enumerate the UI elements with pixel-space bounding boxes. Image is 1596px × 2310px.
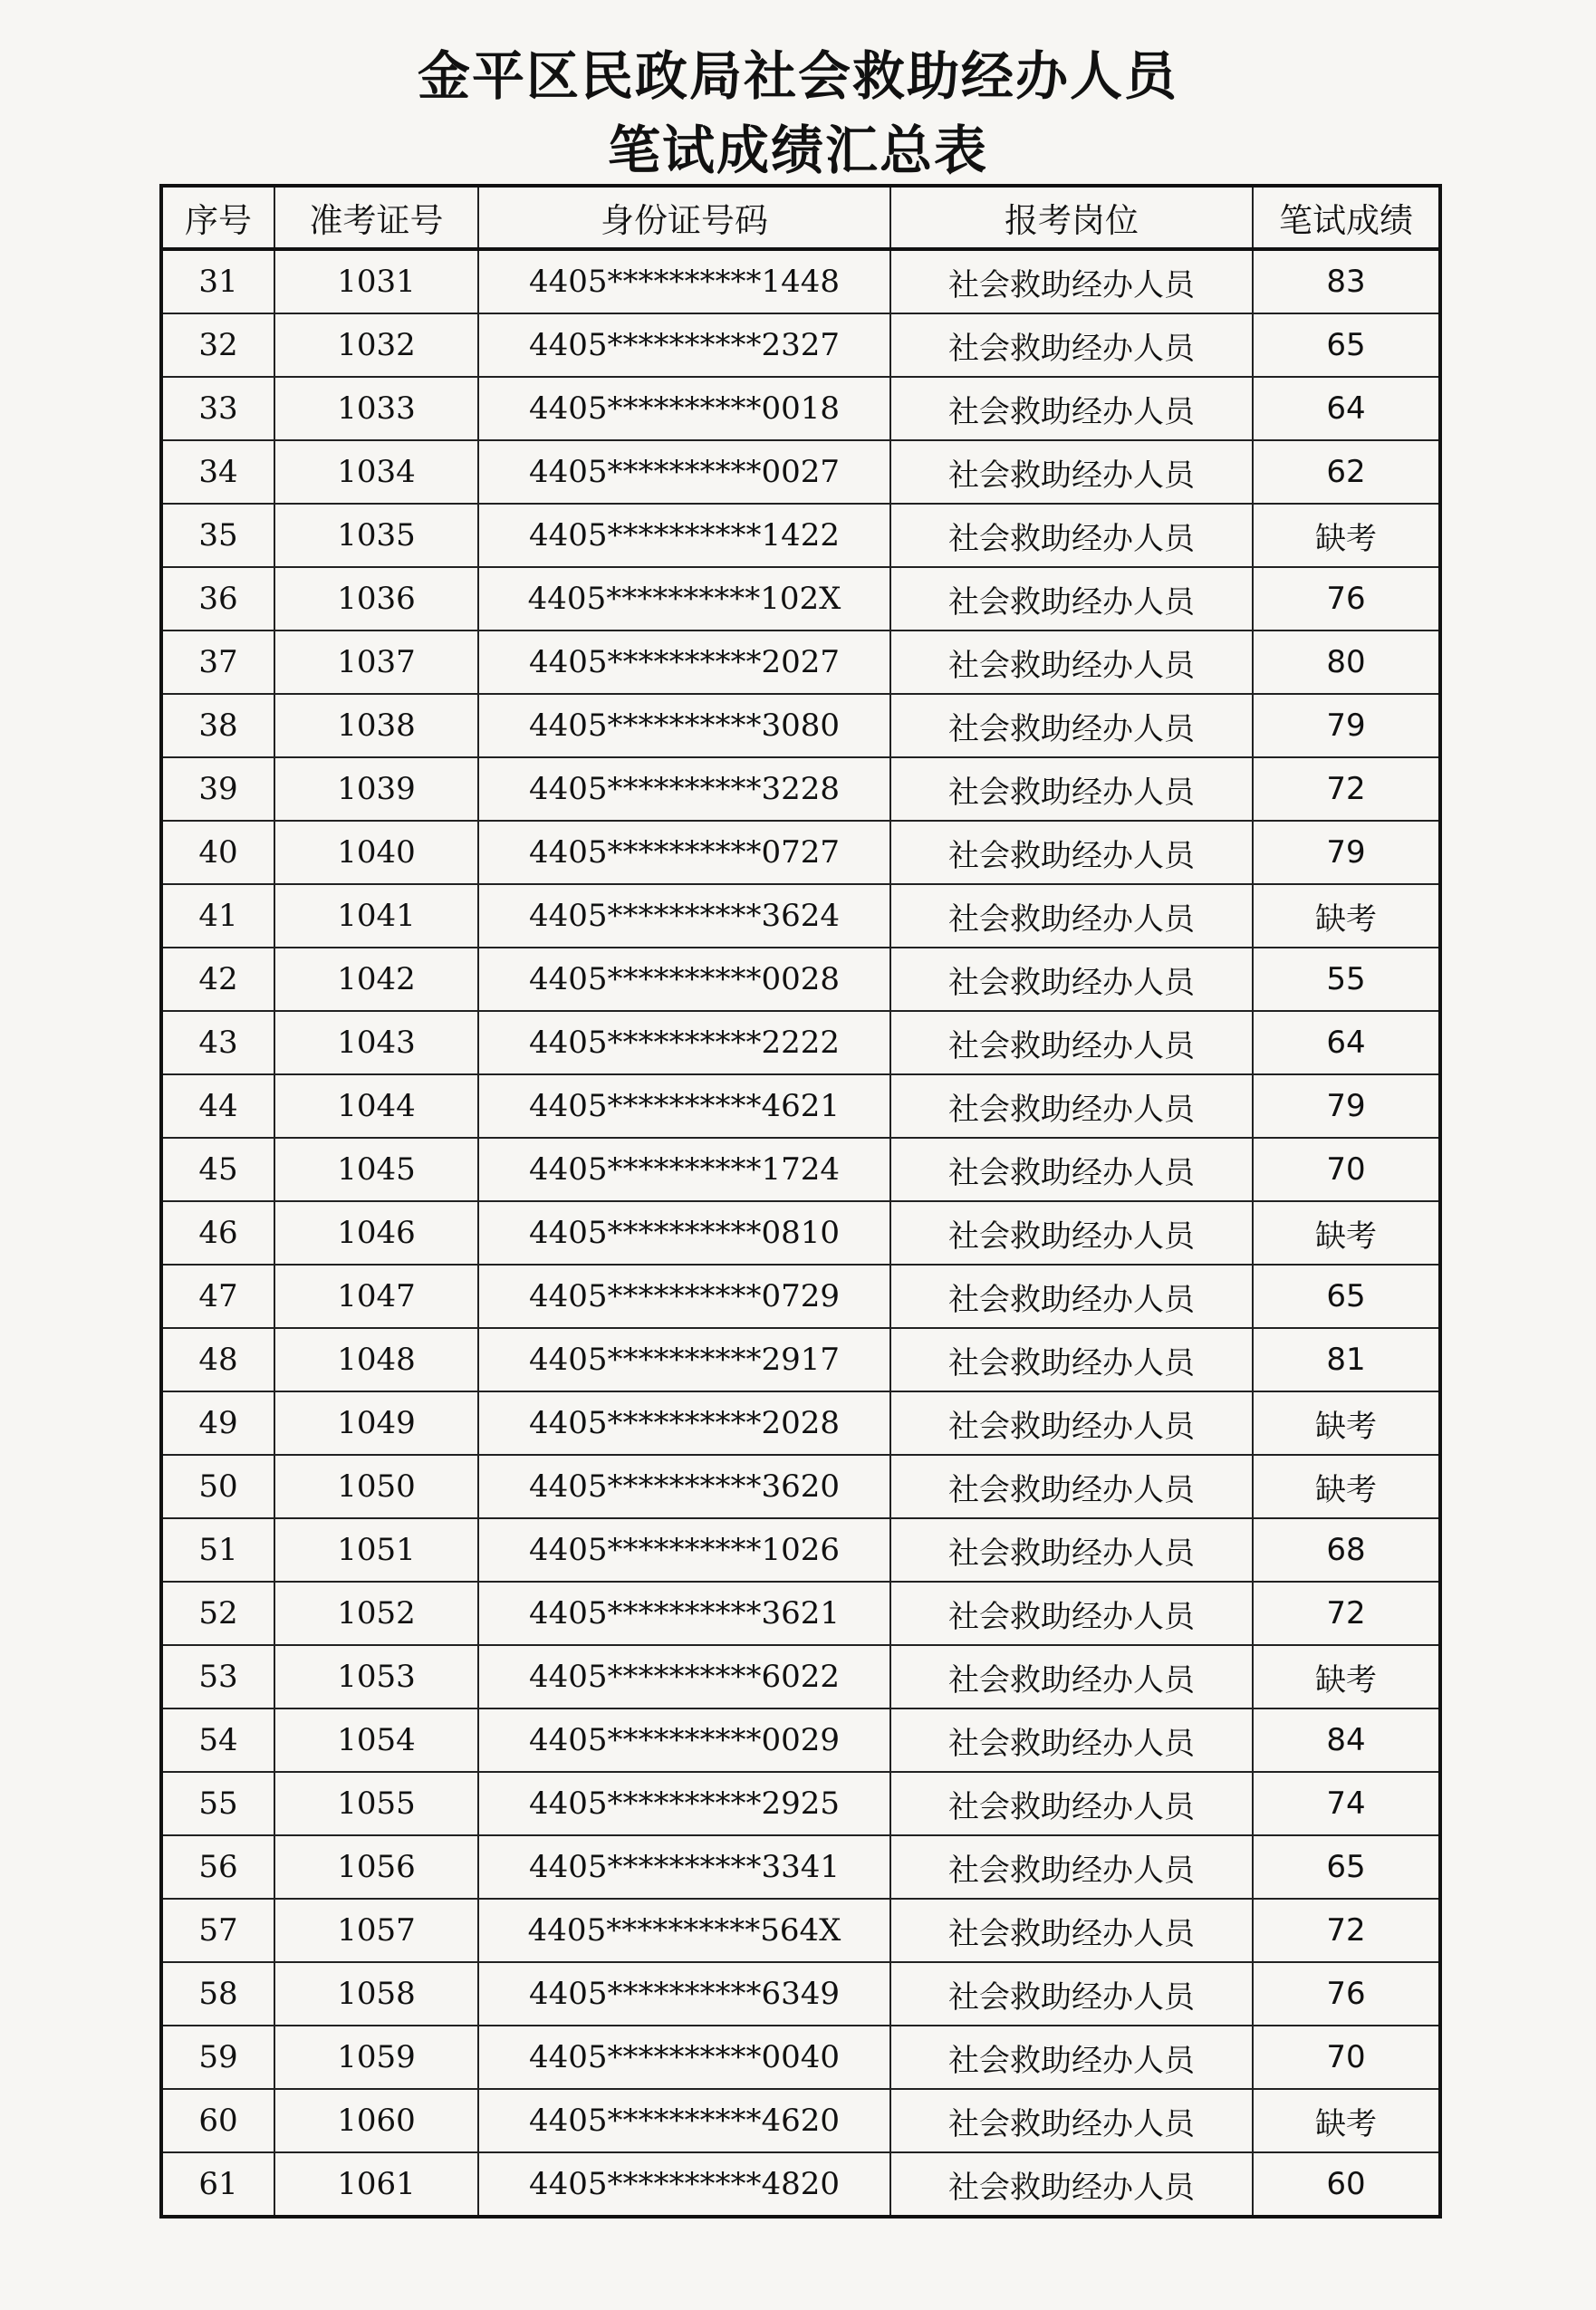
cell-score: 65 — [1253, 1265, 1440, 1328]
cell-position: 社会救助经办人员 — [890, 884, 1253, 948]
cell-score: 68 — [1253, 1518, 1440, 1582]
cell-seq: 49 — [161, 1391, 274, 1455]
cell-seq: 32 — [161, 313, 274, 377]
cell-id-no: 4405**********2222 — [478, 1011, 890, 1074]
cell-exam-no: 1049 — [274, 1391, 478, 1455]
table-row — [161, 1582, 1440, 1645]
cell-id-no: 4405**********4621 — [478, 1074, 890, 1138]
cell-seq: 61 — [161, 2152, 274, 2217]
cell-position: 社会救助经办人员 — [890, 630, 1253, 694]
table-row — [161, 1201, 1440, 1265]
cell-exam-no: 1032 — [274, 313, 478, 377]
cell-position: 社会救助经办人员 — [890, 1391, 1253, 1455]
cell-exam-no: 1045 — [274, 1138, 478, 1201]
table-row — [161, 694, 1440, 757]
cell-seq: 48 — [161, 1328, 274, 1391]
cell-score: 60 — [1253, 2152, 1440, 2217]
cell-id-no: 4405**********0027 — [478, 440, 890, 504]
cell-seq: 35 — [161, 504, 274, 567]
header-seq: 序号 — [161, 186, 274, 249]
cell-score: 83 — [1253, 249, 1440, 313]
table-row — [161, 1328, 1440, 1391]
cell-id-no: 4405**********3341 — [478, 1835, 890, 1899]
scores-table — [159, 184, 1442, 2219]
cell-seq: 38 — [161, 694, 274, 757]
cell-exam-no: 1058 — [274, 1962, 478, 2026]
cell-seq: 54 — [161, 1708, 274, 1772]
cell-position: 社会救助经办人员 — [890, 1645, 1253, 1708]
cell-exam-no: 1055 — [274, 1772, 478, 1835]
cell-position: 社会救助经办人员 — [890, 1328, 1253, 1391]
cell-position: 社会救助经办人员 — [890, 1899, 1253, 1962]
cell-id-no: 4405**********0028 — [478, 948, 890, 1011]
cell-score: 62 — [1253, 440, 1440, 504]
cell-exam-no: 1061 — [274, 2152, 478, 2217]
table-row — [161, 504, 1440, 567]
cell-score: 74 — [1253, 1772, 1440, 1835]
table-row — [161, 630, 1440, 694]
cell-exam-no: 1036 — [274, 567, 478, 630]
cell-score: 79 — [1253, 1074, 1440, 1138]
cell-seq: 42 — [161, 948, 274, 1011]
cell-id-no: 4405**********2925 — [478, 1772, 890, 1835]
table-row — [161, 757, 1440, 821]
cell-seq: 37 — [161, 630, 274, 694]
cell-id-no: 4405**********4620 — [478, 2089, 890, 2152]
cell-id-no: 4405**********564X — [478, 1899, 890, 1962]
cell-position: 社会救助经办人员 — [890, 2089, 1253, 2152]
table-row — [161, 1518, 1440, 1582]
title-line-1: 金平区民政局社会救助经办人员 — [417, 45, 1178, 107]
cell-score: 55 — [1253, 948, 1440, 1011]
cell-score: 64 — [1253, 1011, 1440, 1074]
cell-id-no: 4405**********0810 — [478, 1201, 890, 1265]
cell-id-no: 4405**********0018 — [478, 377, 890, 440]
cell-seq: 52 — [161, 1582, 274, 1645]
cell-score: 79 — [1253, 821, 1440, 884]
title-line-2: 笔试成绩汇总表 — [607, 120, 988, 181]
cell-seq: 41 — [161, 884, 274, 948]
cell-score: 80 — [1253, 630, 1440, 694]
cell-exam-no: 1040 — [274, 821, 478, 884]
cell-seq: 57 — [161, 1899, 274, 1962]
cell-id-no: 4405**********4820 — [478, 2152, 890, 2217]
cell-seq: 58 — [161, 1962, 274, 2026]
cell-id-no: 4405**********3621 — [478, 1582, 890, 1645]
table-row — [161, 1011, 1440, 1074]
header-row — [161, 186, 1440, 249]
cell-seq: 46 — [161, 1201, 274, 1265]
cell-position: 社会救助经办人员 — [890, 1962, 1253, 2026]
cell-score: 72 — [1253, 1899, 1440, 1962]
cell-position: 社会救助经办人员 — [890, 694, 1253, 757]
table-row — [161, 1835, 1440, 1899]
cell-id-no: 4405**********1724 — [478, 1138, 890, 1201]
cell-score: 65 — [1253, 1835, 1440, 1899]
cell-score: 缺考 — [1253, 1201, 1440, 1265]
table-row — [161, 948, 1440, 1011]
cell-position: 社会救助经办人员 — [890, 948, 1253, 1011]
cell-score: 70 — [1253, 1138, 1440, 1201]
cell-id-no: 4405**********3080 — [478, 694, 890, 757]
cell-exam-no: 1043 — [274, 1011, 478, 1074]
cell-position: 社会救助经办人员 — [890, 1201, 1253, 1265]
cell-exam-no: 1051 — [274, 1518, 478, 1582]
cell-score: 72 — [1253, 1582, 1440, 1645]
cell-position: 社会救助经办人员 — [890, 1265, 1253, 1328]
cell-id-no: 4405**********0040 — [478, 2026, 890, 2089]
cell-seq: 50 — [161, 1455, 274, 1518]
cell-score: 84 — [1253, 1708, 1440, 1772]
table-row — [161, 1074, 1440, 1138]
cell-position: 社会救助经办人员 — [890, 504, 1253, 567]
cell-score: 64 — [1253, 377, 1440, 440]
cell-seq: 39 — [161, 757, 274, 821]
table-row — [161, 249, 1440, 313]
cell-seq: 44 — [161, 1074, 274, 1138]
cell-id-no: 4405**********2327 — [478, 313, 890, 377]
cell-position: 社会救助经办人员 — [890, 2026, 1253, 2089]
cell-id-no: 4405**********3624 — [478, 884, 890, 948]
cell-score: 76 — [1253, 1962, 1440, 2026]
table-row — [161, 1455, 1440, 1518]
header-position: 报考岗位 — [890, 186, 1253, 249]
table-row — [161, 2089, 1440, 2152]
table-row — [161, 821, 1440, 884]
cell-id-no: 4405**********2027 — [478, 630, 890, 694]
cell-seq: 51 — [161, 1518, 274, 1582]
table-row — [161, 1265, 1440, 1328]
cell-exam-no: 1057 — [274, 1899, 478, 1962]
cell-id-no: 4405**********6022 — [478, 1645, 890, 1708]
cell-id-no: 4405**********0727 — [478, 821, 890, 884]
cell-seq: 40 — [161, 821, 274, 884]
cell-position: 社会救助经办人员 — [890, 1772, 1253, 1835]
table-row — [161, 2026, 1440, 2089]
cell-score: 65 — [1253, 313, 1440, 377]
cell-position: 社会救助经办人员 — [890, 1582, 1253, 1645]
cell-seq: 53 — [161, 1645, 274, 1708]
cell-exam-no: 1037 — [274, 630, 478, 694]
cell-seq: 59 — [161, 2026, 274, 2089]
cell-id-no: 4405**********2917 — [478, 1328, 890, 1391]
cell-exam-no: 1060 — [274, 2089, 478, 2152]
cell-position: 社会救助经办人员 — [890, 567, 1253, 630]
table-row — [161, 884, 1440, 948]
cell-position: 社会救助经办人员 — [890, 757, 1253, 821]
cell-exam-no: 1052 — [274, 1582, 478, 1645]
cell-exam-no: 1041 — [274, 884, 478, 948]
cell-exam-no: 1056 — [274, 1835, 478, 1899]
cell-score: 81 — [1253, 1328, 1440, 1391]
table-row — [161, 1899, 1440, 1962]
table-row — [161, 313, 1440, 377]
cell-exam-no: 1042 — [274, 948, 478, 1011]
cell-id-no: 4405**********1448 — [478, 249, 890, 313]
cell-score: 缺考 — [1253, 1645, 1440, 1708]
cell-id-no: 4405**********1026 — [478, 1518, 890, 1582]
table-body — [161, 249, 1440, 2217]
cell-id-no: 4405**********0029 — [478, 1708, 890, 1772]
table-row — [161, 567, 1440, 630]
cell-position: 社会救助经办人员 — [890, 1708, 1253, 1772]
cell-position: 社会救助经办人员 — [890, 313, 1253, 377]
cell-score: 缺考 — [1253, 1391, 1440, 1455]
table-row — [161, 1962, 1440, 2026]
cell-seq: 34 — [161, 440, 274, 504]
cell-seq: 36 — [161, 567, 274, 630]
table-row — [161, 1391, 1440, 1455]
cell-seq: 47 — [161, 1265, 274, 1328]
cell-seq: 60 — [161, 2089, 274, 2152]
cell-id-no: 4405**********0729 — [478, 1265, 890, 1328]
cell-id-no: 4405**********1422 — [478, 504, 890, 567]
table-row — [161, 440, 1440, 504]
cell-position: 社会救助经办人员 — [890, 440, 1253, 504]
cell-exam-no: 1031 — [274, 249, 478, 313]
cell-seq: 56 — [161, 1835, 274, 1899]
cell-score: 缺考 — [1253, 1455, 1440, 1518]
cell-score: 76 — [1253, 567, 1440, 630]
cell-seq: 31 — [161, 249, 274, 313]
cell-position: 社会救助经办人员 — [890, 821, 1253, 884]
cell-score: 缺考 — [1253, 504, 1440, 567]
cell-exam-no: 1054 — [274, 1708, 478, 1772]
cell-exam-no: 1047 — [274, 1265, 478, 1328]
header-score: 笔试成绩 — [1253, 186, 1440, 249]
table-row — [161, 1708, 1440, 1772]
cell-exam-no: 1044 — [274, 1074, 478, 1138]
cell-exam-no: 1039 — [274, 757, 478, 821]
cell-score: 70 — [1253, 2026, 1440, 2089]
cell-exam-no: 1059 — [274, 2026, 478, 2089]
cell-exam-no: 1050 — [274, 1455, 478, 1518]
header-id-no: 身份证号码 — [478, 186, 890, 249]
cell-position: 社会救助经办人员 — [890, 1138, 1253, 1201]
cell-exam-no: 1034 — [274, 440, 478, 504]
table-row — [161, 2152, 1440, 2217]
cell-position: 社会救助经办人员 — [890, 1455, 1253, 1518]
cell-id-no: 4405**********6349 — [478, 1962, 890, 2026]
cell-position: 社会救助经办人员 — [890, 1835, 1253, 1899]
document-title — [0, 43, 1596, 183]
cell-position: 社会救助经办人员 — [890, 1011, 1253, 1074]
cell-score: 缺考 — [1253, 884, 1440, 948]
table-row — [161, 377, 1440, 440]
cell-position: 社会救助经办人员 — [890, 1518, 1253, 1582]
cell-exam-no: 1038 — [274, 694, 478, 757]
cell-id-no: 4405**********2028 — [478, 1391, 890, 1455]
cell-id-no: 4405**********3228 — [478, 757, 890, 821]
cell-exam-no: 1033 — [274, 377, 478, 440]
cell-seq: 43 — [161, 1011, 274, 1074]
table-row — [161, 1645, 1440, 1708]
cell-position: 社会救助经办人员 — [890, 249, 1253, 313]
cell-position: 社会救助经办人员 — [890, 377, 1253, 440]
cell-exam-no: 1035 — [274, 504, 478, 567]
cell-seq: 55 — [161, 1772, 274, 1835]
cell-exam-no: 1053 — [274, 1645, 478, 1708]
cell-seq: 45 — [161, 1138, 274, 1201]
cell-score: 79 — [1253, 694, 1440, 757]
cell-position: 社会救助经办人员 — [890, 2152, 1253, 2217]
cell-id-no: 4405**********102X — [478, 567, 890, 630]
table-row — [161, 1772, 1440, 1835]
cell-seq: 33 — [161, 377, 274, 440]
header-exam-no: 准考证号 — [274, 186, 478, 249]
cell-score: 72 — [1253, 757, 1440, 821]
cell-score: 缺考 — [1253, 2089, 1440, 2152]
cell-position: 社会救助经办人员 — [890, 1074, 1253, 1138]
cell-id-no: 4405**********3620 — [478, 1455, 890, 1518]
cell-exam-no: 1046 — [274, 1201, 478, 1265]
cell-exam-no: 1048 — [274, 1328, 478, 1391]
table-row — [161, 1138, 1440, 1201]
